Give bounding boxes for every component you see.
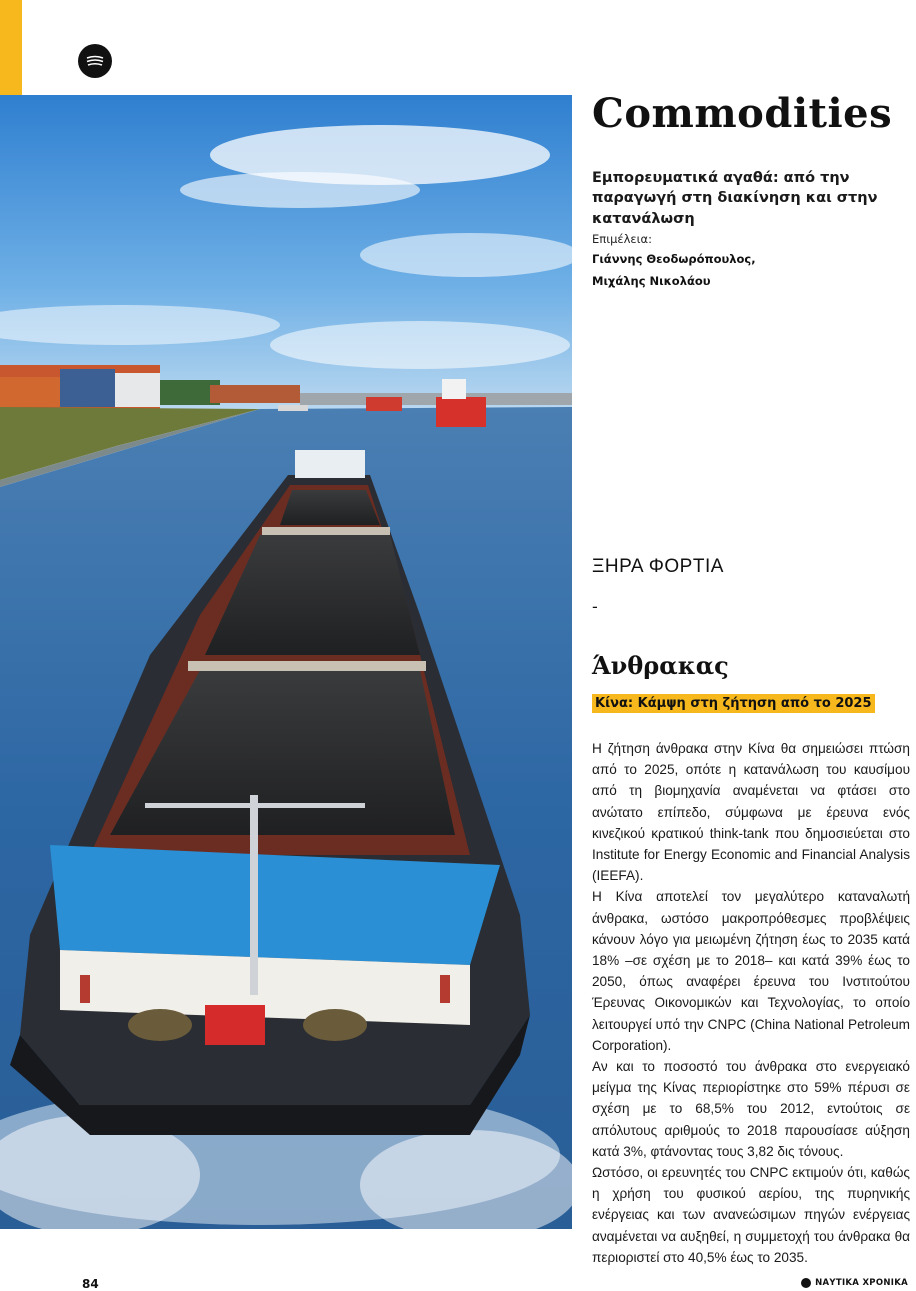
article-paragraph: Ωστόσο, οι ερευνητές του CNPC εκτιμούν ότι, καθώς η χρήση του φυσικού αερίου, της πυρηνικής ενέργειας και των ανανεώσιμων πηγών ενέργειας αναμένεται να αυξηθεί, η συμμετοχή του άνθρακα θα περιοριστεί στο 40,5% έως το 2035. — [592, 1165, 910, 1265]
article-body — [592, 738, 910, 1268]
editor-name: Γιάννης Θεοδωρόπουλος, — [592, 252, 756, 266]
article-paragraph: Η ζήτηση άνθρακα στην Κίνα θα σημειώσει πτώση από το 2025, οπότε η κατανάλωση του καυσίμου από τη βιομηχανία αναμένεται να φτάσει στο ανώτατο επίπεδο, σύμφωνα με έρευνα ενός κινεζικού κρατικού think-tank που δημοσιεύεται στο Institute for Energy Economic and Financial Analysis (IEEFA). — [592, 741, 910, 884]
page-number: 84 — [82, 1277, 99, 1291]
footer-brand-label: ΝΑΥΤΙΚΑ ΧΡΟΝΙΚΑ — [815, 1278, 908, 1288]
wave-logo-icon — [801, 1278, 811, 1288]
editor-name: Μιχάλης Νικολάου — [592, 274, 711, 288]
section-title: Commodities — [592, 90, 893, 137]
article-title: Άνθρακας — [592, 651, 729, 680]
category-dash: - — [592, 597, 598, 616]
editors-label: Επιμέλεια: — [592, 232, 652, 246]
barge-photo — [0, 95, 572, 1229]
article-highlight: Κίνα: Κάμψη στη ζήτηση από το 2025 — [592, 694, 875, 713]
footer-brand — [801, 1278, 908, 1288]
section-subtitle: Εμπορευματικά αγαθά: από την παραγωγή στη διακίνηση και στην κατανάλωση — [592, 170, 878, 227]
article-paragraph: Αν και το ποσοστό του άνθρακα στο ενεργειακό μείγμα της Κίνας περιορίστηκε στο 59% πέρυσι σε σχέση με το 68,5% του 2012, εντούτοις σε απόλυτους αριθμούς το 2018 παρουσίασε αύξηση κατά 3%, φτάνοντας τους 3,82 δις τόνους. — [592, 1059, 910, 1159]
article-paragraph: Η Κίνα αποτελεί τον μεγαλύτερο καταναλωτή άνθρακα, ωστόσο μακροπρόθεσμες προβλέψεις κάνουν λόγο για μειωμένη ζήτηση έως το 2035 κατά 18% –σε σχέση με το 2018– και κατά 39% έως το 2050, όπως αναφέρει έρευνα του Ινστιτούτου Έρευνας Οικονομικών και Τεχνολογίας, το οποίο λειτουργεί υπό την CNPC (China National Petroleum Corporation). — [592, 889, 910, 1053]
wave-logo-icon — [78, 44, 112, 78]
article-category: ΞΗΡΑ ΦΟΡΤΙΑ — [592, 556, 724, 577]
